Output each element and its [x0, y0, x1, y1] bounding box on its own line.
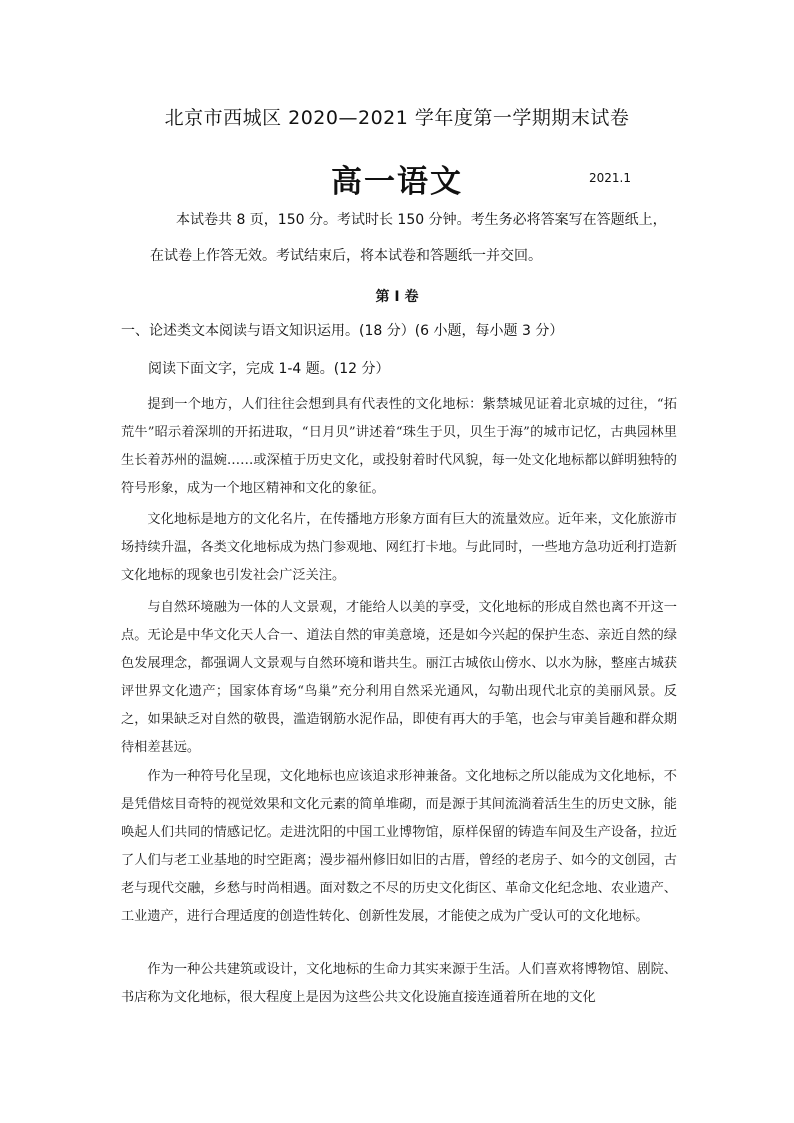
passage-paragraph: 作为一种公共建筑或设计，文化地标的生命力其实来源于生活。人们喜欢将博物馆、剧院、书店称为文化地标，很大程度上是因为这些公共文化设施直接连通着所在地的文化	[121, 962, 677, 1005]
section-instruction: 阅读下面文字，完成 1-4 题。(12 分）	[148, 361, 390, 377]
intro-line-1: 本试卷共 8 页，150 分。考试时长 150 分钟。考生务必将答案写在答题纸上，	[176, 212, 667, 228]
exam-title: 北京市西城区 2020—2021 学年度第一学期期末试卷	[164, 107, 630, 129]
section-title: 一、论述类文本阅读与语文知识运用。(18 分）(6 小题，每小题 3 分）	[121, 323, 564, 339]
passage-paragraph: 提到一个地方，人们往往会想到具有代表性的文化地标：紫禁城见证着北京城的过往，“拓荒牛”昭示着深圳的开拓进取，“日月贝”讲述着“珠生于贝，贝生于海”的城市记忆，古典园林里生长着苏州的温婉……或深植于历史文化，或投射着时代风貌，每一处文化地标都以鲜明独特的符号形象，成为一个地区精神和文化的象征。	[121, 397, 677, 496]
passage-paragraph: 文化地标是地方的文化名片，在传播地方形象方面有巨大的流量效应。近年来，文化旅游市场持续升温，各类文化地标成为热门参观地、网红打卡地。与此同时，一些地方急功近利打造新文化地标的现象也引发社会广泛关注。	[121, 512, 677, 583]
passage-paragraph: 与自然环境融为一体的人文景观，才能给人以美的享受，文化地标的形成自然也离不开这一点。无论是中华文化天人合一、道法自然的审美意境，还是如今兴起的保护生态、亲近自然的绿色发展理念，都强调人文景观与自然环境和谐共生。丽江古城依山傍水、以水为脉，整座古城获评世界文化遗产；国家体育场“鸟巢”充分利用自然采光通风，勾勒出现代北京的美丽风景。反之，如果缺乏对自然的敬畏，滥造钢筋水泥作品，即使有再大的手笔，也会与审美旨趣和群众期待相差甚远。	[121, 600, 677, 755]
subject-title: 高一语文	[331, 164, 463, 200]
intro-line-2: 在试卷上作答无效。考试结束后，将本试卷和答题纸一并交回。	[150, 248, 542, 264]
exam-date: 2021.1	[589, 171, 631, 185]
passage-paragraph: 作为一种符号化呈现，文化地标也应该追求形神兼备。文化地标之所以能成为文化地标，不是凭借炫目奇特的视觉效果和文化元素的简单堆砌，而是源于其间流淌着活生生的历史文脉，能唤起人们共同的情感记忆。走进沈阳的中国工业博物馆，原样保留的铸造车间及生产设备，拉近了人们与老工业基地的时空距离；漫步福州修旧如旧的古厝，曾经的老房子、如今的文创园，古老与现代交融，乡愁与时尚相遇。面对数之不尽的历史文化街区、革命文化纪念地、农业遗产、工业遗产，进行合理适度的创造性转化、创新性发展，才能使之成为广受认可的文化地标。	[121, 769, 677, 924]
volume-label: 第 I 卷	[375, 289, 419, 305]
